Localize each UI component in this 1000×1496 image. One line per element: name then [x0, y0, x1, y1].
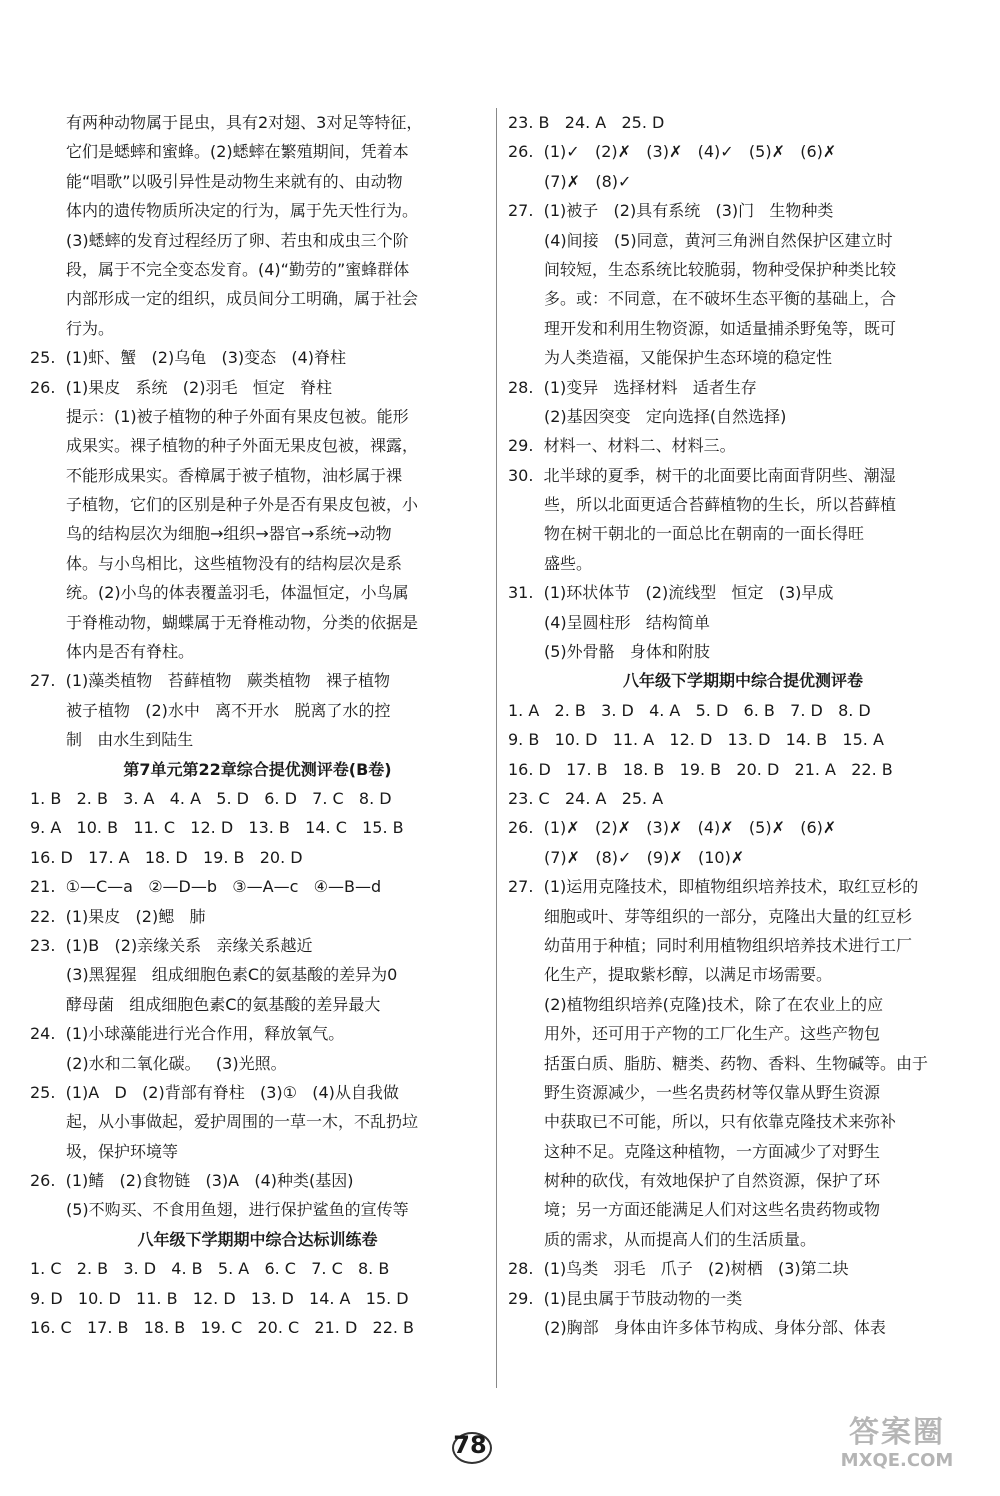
answer-line: 有两种动物属于昆虫，具有2对翅、3对足等特征， — [66, 113, 423, 132]
answer-line: 27. (1)被子 (2)具有系统 (3)门 生物种类 — [508, 201, 834, 221]
answer-line: (2)基因突变 定向选择(自然选择) — [544, 406, 787, 426]
answer-line: 段，属于不完全变态发育。(4)“勤劳的”蜜蜂群体 — [66, 259, 410, 279]
answer-line: 为人类造福，又能保护生态环境的稳定性 — [544, 348, 833, 368]
answer-line: 提示：(1)被子植物的种子外面有果皮包被。能形 — [66, 406, 409, 426]
answer-line: 圾，保护环境等 — [66, 1141, 179, 1161]
answer-line: 物在树干朝北的一面总比在朝南的一面长得旺 — [544, 524, 865, 544]
answer-line: 树种的砍伐，有效地保护了自然资源，保护了环 — [544, 1171, 881, 1191]
answer-line: 内部形成一定的组织，成员间分工明确，属于社会 — [66, 289, 419, 309]
answer-line: 这种不足。克隆这种植物，一方面减少了对野生 — [544, 1141, 881, 1161]
answer-line: 起，从小事做起，爱护周围的一草一木，不乱扔垃 — [66, 1112, 419, 1132]
answer-line: (2)胸部 身体由许多体节构成、身体分部、体表 — [544, 1318, 886, 1338]
answer-line: 酵母菌 组成细胞色素C的氨基酸的差异最大 — [66, 994, 381, 1014]
answer-line: 成果实。裸子植物的种子外面无果皮包被，裸露， — [66, 436, 419, 456]
answer-line: 用外，还可用于产物的工厂化生产。这些产物包 — [544, 1024, 881, 1044]
answer-line: (3)蟋蟀的发育过程经历了卵、若虫和成虫三个阶 — [66, 230, 409, 250]
answer-line: 被子植物 (2)水中 离不开水 脱离了水的控 — [66, 700, 391, 720]
answer-line: 括蛋白质、脂肪、糖类、药物、香料、生物碱等。由于 — [544, 1053, 929, 1073]
watermark — [812, 1416, 982, 1476]
answer-line: (4)间接 (5)同意，黄河三角洲自然保护区建立时 — [544, 230, 893, 250]
answer-line: 25. (1)虾、蟹 (2)乌龟 (3)变态 (4)脊柱 — [30, 348, 347, 368]
answer-line: 23. B 24. A 25. D — [508, 113, 665, 132]
answer-line: 子植物，它们的区别是种子外是否有果皮包被，小 — [66, 495, 419, 515]
answer-line: 多。或：不同意，在不破坏生态平衡的基础上，合 — [544, 289, 897, 309]
section-heading: 第7单元第22章综合提优测评卷(B卷) — [123, 759, 392, 779]
answer-line: 盛些。 — [544, 553, 593, 573]
answer-line: 1. B 2. B 3. A 4. A 5. D 6. D 7. C 8. D — [30, 788, 392, 808]
answer-line: 28. (1)变异 选择材料 适者生存 — [508, 377, 757, 397]
answer-line: 16. D 17. B 18. B 19. B 20. D 21. A 22. B — [508, 759, 893, 779]
answer-line: 统。(2)小鸟的体表覆盖羽毛，体温恒定，小鸟属 — [66, 583, 409, 603]
answer-line: 体内的遗传物质所决定的行为，属于先天性行为。 — [66, 201, 419, 221]
answer-line: 31. (1)环状体节 (2)流线型 恒定 (3)早成 — [508, 583, 834, 603]
answer-line: 23. C 24. A 25. A — [508, 788, 664, 808]
answer-line: 29. 材料一、材料二、材料三。 — [508, 436, 736, 456]
answer-line: 27. (1)运用克隆技术，即植物组织培养技术，取红豆杉的 — [508, 877, 919, 897]
answer-line: 30. 北半球的夏季，树干的北面要比南面背阴些、潮湿 — [508, 465, 896, 485]
answer-line: 27. (1)藻类植物 苔藓植物 蕨类植物 裸子植物 — [30, 671, 391, 691]
answer-line: 幼苗用于种植；同时利用植物组织培养技术进行工厂 — [544, 935, 913, 955]
answer-line: 体。与小鸟相比，这些植物没有的结构层次是系 — [66, 553, 403, 573]
answer-line: 23. (1)B (2)亲缘关系 亲缘关系越近 — [30, 935, 313, 955]
answer-line: 9. B 10. D 11. A 12. D 13. D 14. B 15. A — [508, 730, 884, 750]
answer-line: 24. (1)小球藻能进行光合作用，释放氧气。 — [30, 1024, 345, 1044]
left-column — [30, 108, 485, 1342]
answer-line: 22. (1)果皮 (2)鳃 肺 — [30, 906, 206, 926]
answer-line: 体内是否有脊柱。 — [66, 642, 195, 662]
answer-line: 16. D 17. A 18. D 19. B 20. D — [30, 847, 303, 867]
page-number: 78 — [453, 1431, 487, 1459]
answer-line: 26. (1)✓ (2)✗ (3)✗ (4)✓ (5)✗ (6)✗ — [508, 142, 837, 162]
answer-line: 于脊椎动物，蝴蝶属于无脊椎动物，分类的依据是 — [66, 612, 419, 632]
answer-line: 间较短，生态系统比较脆弱，物种受保护种类比较 — [544, 259, 897, 279]
section-heading: 八年级下学期期中综合达标训练卷 — [137, 1229, 378, 1249]
answer-line: 不能形成果实。香樟属于被子植物，油杉属于裸 — [66, 465, 403, 485]
answer-line: 质的需求，从而提高人们的生活质量。 — [544, 1229, 817, 1249]
answer-line: (5)不购买、不食用鱼翅，进行保护鲨鱼的宣传等 — [66, 1200, 409, 1220]
answer-line: 9. D 10. D 11. B 12. D 13. D 14. A 15. D — [30, 1288, 409, 1308]
answer-line: (7)✗ (8)✓ (9)✗ (10)✗ — [544, 847, 745, 867]
answer-line: (2)水和二氧化碳。 (3)光照。 — [66, 1053, 287, 1073]
answer-line: 行为。 — [66, 318, 115, 338]
column-divider — [496, 108, 497, 1388]
answer-line: 野生资源减少，一些名贵药材等仅靠从野生资源 — [544, 1082, 881, 1102]
right-column — [508, 108, 978, 1342]
answer-line: 26. (1)果皮 系统 (2)羽毛 恒定 脊柱 — [30, 377, 332, 397]
answer-line: 能“唱歌”以吸引异性是动物生来就有的、由动物 — [66, 171, 403, 191]
answer-line: 理开发和利用生物资源，如适量捕杀野兔等，既可 — [544, 318, 897, 338]
answer-line: (5)外骨骼 身体和附肢 — [544, 642, 710, 662]
answer-line: (4)呈圆柱形 结构简单 — [544, 612, 710, 632]
answer-line: 1. A 2. B 3. D 4. A 5. D 6. B 7. D 8. D — [508, 700, 871, 720]
answer-line: 化生产，提取紫杉醇，以满足市场需要。 — [544, 965, 833, 985]
answer-line: 些，所以北面更适合苔藓植物的生长，所以苔藓植 — [544, 495, 897, 515]
answer-line: 25. (1)A D (2)背部有脊柱 (3)① (4)从自我做 — [30, 1082, 399, 1102]
answer-line: 21. ①—C—a ②—D—b ③—A—c ④—B—d — [30, 877, 382, 897]
section-heading: 八年级下学期期中综合提优测评卷 — [622, 671, 863, 691]
answer-line: 28. (1)鸟类 羽毛 爪子 (2)树栖 (3)第二块 — [508, 1259, 849, 1279]
answer-line: 26. (1)鳍 (2)食物链 (3)A (4)种类(基因) — [30, 1171, 354, 1191]
answer-line: (2)植物组织培养(克隆)技术，除了在农业上的应 — [544, 994, 884, 1014]
answer-line: 中获取已不可能，所以，只有依靠克隆技术来弥补 — [544, 1112, 897, 1132]
answer-line: 鸟的结构层次为细胞→组织→器官→系统→动物 — [66, 524, 392, 544]
answer-line: 制 由水生到陆生 — [66, 730, 194, 750]
answer-line: 26. (1)✗ (2)✗ (3)✗ (4)✗ (5)✗ (6)✗ — [508, 818, 837, 838]
answer-line: (3)黑猩猩 组成细胞色素C的氨基酸的差异为0 — [66, 965, 398, 985]
answer-line: 29. (1)昆虫属于节肢动物的一类 — [508, 1288, 743, 1308]
answer-line: (7)✗ (8)✓ — [544, 171, 632, 191]
answer-line: 1. C 2. B 3. D 4. B 5. A 6. C 7. C 8. B — [30, 1259, 390, 1279]
answer-line: 16. C 17. B 18. B 19. C 20. C 21. D 22. B — [30, 1318, 415, 1338]
answer-line: 它们是蟋蟀和蜜蜂。(2)蟋蟀在繁殖期间，凭着本 — [66, 142, 409, 162]
answer-line: 境；另一方面还能满足人们对这些名贵药物或物 — [544, 1200, 881, 1220]
watermark-title: 答案圈 — [849, 1415, 945, 1450]
answer-line: 9. A 10. B 11. C 12. D 13. B 14. C 15. B — [30, 818, 404, 838]
watermark-url: MXQE.COM — [840, 1450, 954, 1471]
answer-line: 细胞或叶、芽等组织的一部分，克隆出大量的红豆杉 — [544, 906, 913, 926]
